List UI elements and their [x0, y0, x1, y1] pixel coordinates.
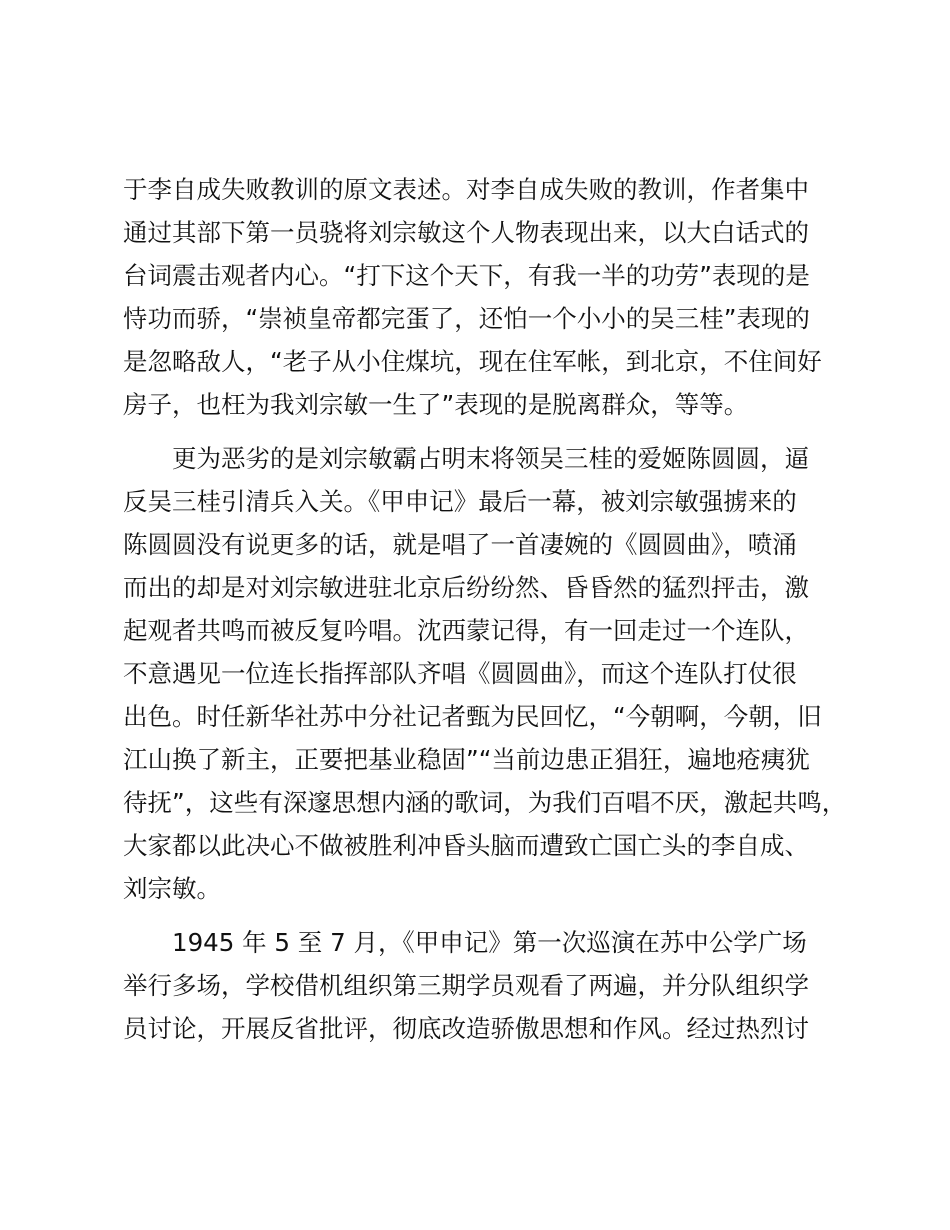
text-line: 刘宗敏。 [123, 874, 221, 903]
text-line: 员讨论，开展反省批评，彻底改造骄傲思想和作风。经过热烈讨 [123, 1014, 809, 1043]
text-line: 更为恶劣的是刘宗敏霸占明末将领吴三桂的爱姬陈圆圆，逼 [172, 444, 809, 473]
text-line: 恃功而骄，“崇祯皇帝都完蛋了，还怕一个小小的吴三桂”表现的 [123, 304, 810, 333]
text-line: 江山换了新主，正要把基业稳固”“当前边患正猖狂，遍地疮痍犹 [123, 745, 810, 774]
body-text [123, 168, 863, 1050]
paragraph-spacer [123, 910, 863, 921]
paragraph-2 [123, 437, 863, 910]
paragraph-1 [123, 168, 863, 426]
paragraph-spacer [123, 426, 863, 437]
text-line: 待抚”，这些有深邃思想内涵的歌词，为我们百唱不厌，激起共鸣， [123, 788, 847, 817]
text-line: 不意遇见一位连长指挥部队齐唱《圆圆曲》，而这个连队打仗很 [123, 659, 797, 688]
paragraph-3 [123, 921, 863, 1050]
text-line: 而出的却是对刘宗敏进驻北京后纷纷然、昏昏然的猛烈抨击，激 [123, 573, 809, 602]
text-line: 通过其部下第一员骁将刘宗敏这个人物表现出来，以大白话式的 [123, 218, 809, 247]
text-line: 房子，也枉为我刘宗敏一生了”表现的是脱离群众，等等。 [123, 390, 749, 419]
text-line: 起观者共鸣而被反复吟唱。沈西蒙记得，有一回走过一个连队， [123, 616, 809, 645]
text-line: 于李自成失败教训的原文表述。对李自成失败的教训，作者集中 [123, 175, 809, 204]
text-line: 出色。时任新华社苏中分社记者甄为民回忆，“今朝啊，今朝，旧 [123, 702, 822, 731]
text-line: 陈圆圆没有说更多的话，就是唱了一首凄婉的《圆圆曲》，喷涌 [123, 530, 797, 559]
text-line: 台词震击观者内心。“打下这个天下，有我一半的功劳”表现的是 [123, 261, 810, 290]
text-line: 举行多场，学校借机组织第三期学员观看了两遍，并分队组织学 [123, 971, 809, 1000]
text-line: 是忽略敌人，“老子从小住煤坑，现在住军帐，到北京，不住间好 [123, 347, 822, 376]
text-line: 1945 年 5 至 7 月，《甲申记》第一次巡演在苏中公学广场 [172, 928, 807, 957]
text-line: 反吴三桂引清兵入关。《甲申记》最后一幕，被刘宗敏强掳来的 [123, 487, 797, 516]
text-line: 大家都以此决心不做被胜利冲昏头脑而遭致亡国亡头的李自成、 [123, 831, 809, 860]
